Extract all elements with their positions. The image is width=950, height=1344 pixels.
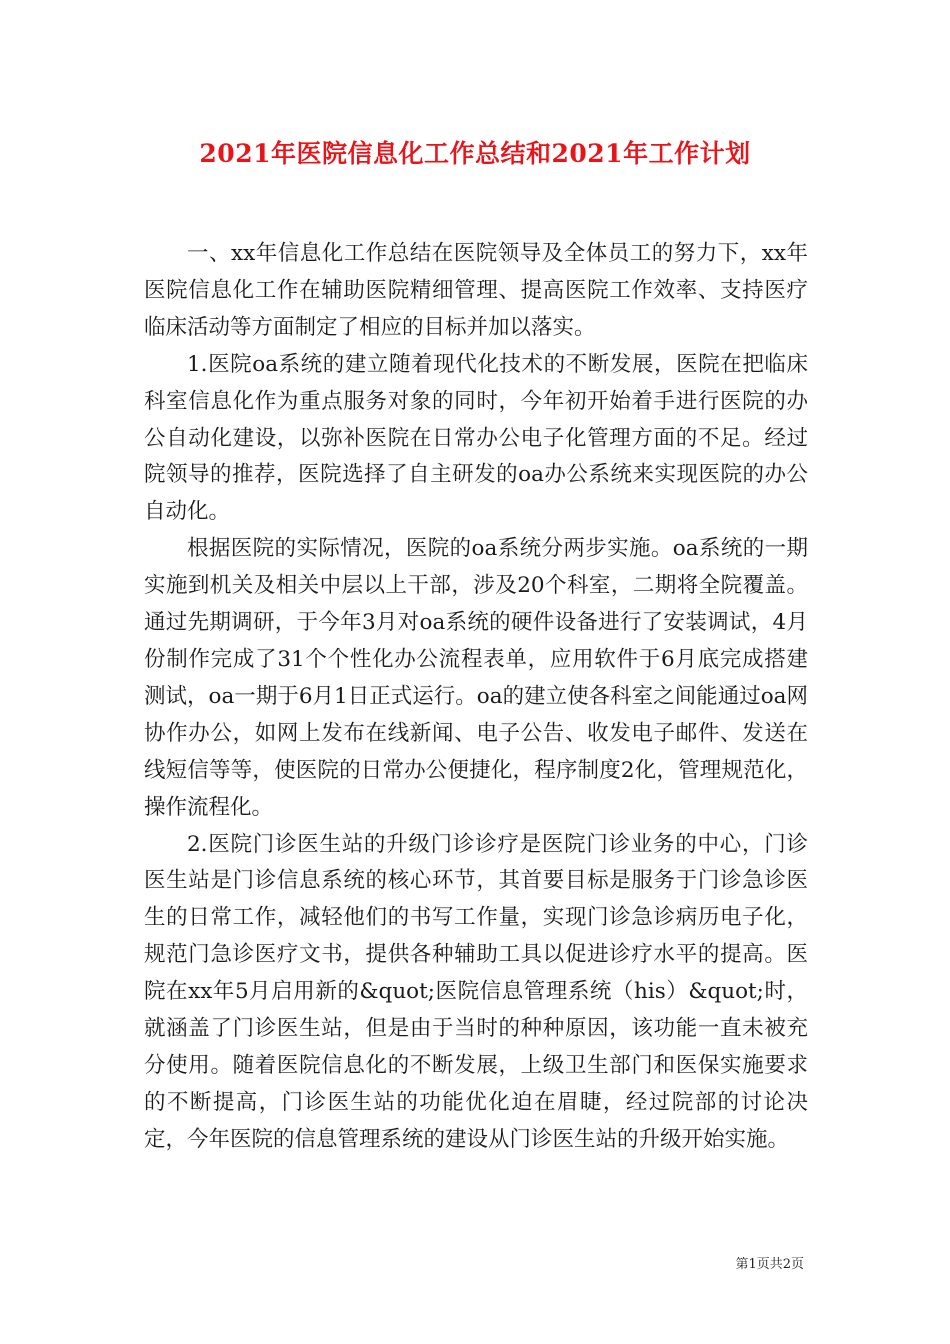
page-number: 第1页共2页 [735, 1257, 804, 1272]
page-title: 2021年医院信息化工作总结和2021年工作计划 [199, 139, 751, 168]
paragraph-summary-intro: 一、xx年信息化工作总结在医院领导及全体员工的努力下，xx年医院信息化工作在辅助医院精细管理、提高医院工作效率、支持医疗临床活动等方面制定了相应的目标并加以落实。 [144, 241, 808, 340]
paragraph-oa-system: 1.医院oa系统的建立随着现代化技术的不断发展，医院在把临床科室信息化作为重点服务对象的同时，今年初开始着手进行医院的办公自动化建设，以弥补医院在日常办公电子化管理方面的不足。经过院领导的推荐，医院选择了自主研发的oa办公系统来实现医院的办公自动化。 [144, 351, 808, 525]
document-body [144, 236, 808, 1159]
paragraph-outpatient-station: 2.医院门诊医生站的升级门诊诊疗是医院门诊业务的中心，门诊医生站是门诊信息系统的核心环节，其首要目标是服务于门诊急诊医生的日常工作，减轻他们的书写工作量，实现门诊急诊病历电子化，规范门急诊医疗文书，提供各种辅助工具以促进诊疗水平的提高。医院在xx年5月启用新的&quot;医院信息管理系统（his）&quot;时，就涵盖了门诊医生站，但是由于当时的种种原因，该功能一直未被充分使用。随着医院信息化的不断发展，上级卫生部门和医保实施要求的不断提高，门诊医生站的功能优化迫在眉睫，经过院部的讨论决定，今年医院的信息管理系统的建设从门诊医生站的升级开始实施。 [144, 831, 808, 1152]
paragraph-oa-implementation: 根据医院的实际情况，医院的oa系统分两步实施。oa系统的一期实施到机关及相关中层以上干部，涉及20个科室，二期将全院覆盖。通过先期调研，于今年3月对oa系统的硬件设备进行了安装调试，4月份制作完成了31个个性化办公流程表单，应用软件于6月底完成搭建测试，oa一期于6月1日正式运行。oa的建立使各科室之间能通过oa网协作办公，如网上发布在线新闻、电子公告、收发电子邮件、发送在线短信等等，使医院的日常办公便捷化，程序制度2化，管理规范化，操作流程化。 [144, 536, 808, 820]
